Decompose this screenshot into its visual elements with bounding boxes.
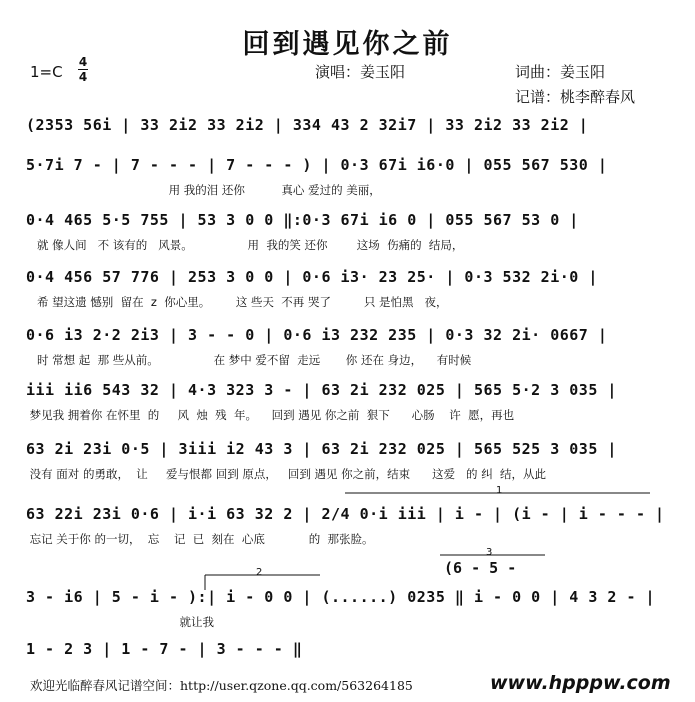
- singer-credit: 演唱：姜玉阳: [315, 63, 406, 81]
- score-lyrics: 就让我: [26, 615, 215, 629]
- volta-number-2: 2: [256, 567, 263, 578]
- score-notes: (2353 56i | 33 2i2 33 2i2 | 334 43 2 32i7 | 33 2i2 33 2i2 |: [26, 116, 589, 134]
- score-lyrics: 时 常想 起 那 些从前。 在 梦中 爱不留 走远 你 还在 身边， 有时候: [26, 353, 472, 367]
- score-lyrics: 用 我的泪 还你 真心 爱过的 美丽，: [26, 183, 381, 197]
- transcriber-credit: 记谱：桃李醉春风: [515, 88, 636, 106]
- score-notes: 0·4 456 57 776 | 253 3 0 0 | 0·6 i3· 23 25· | 0·3 532 2i·0 |: [26, 268, 598, 286]
- score-notes: iii ii6 543 32 | 4·3 323 3 - | 63 2i 232 025 | 565 5·2 3 035 |: [26, 381, 617, 399]
- volta-number-1: 1: [496, 485, 503, 496]
- volta-number-3: 3: [486, 547, 493, 558]
- bracket-notes: (6 - 5 -: [444, 559, 517, 577]
- score-lyrics: 希 望这遗 憾别 留在 z 你心里。 这 些天 不再 哭了 只 是怕黑 夜，: [26, 295, 448, 309]
- time-signature-top: 4: [78, 55, 88, 69]
- score-lyrics: 梦见我 拥着你 在怀里 的 风 烛 残 年。 回到 遇见 你之前 狠下 心肠 许 愿，再也: [26, 408, 515, 422]
- footer-text: 欢迎光临醉春风记谱空间：http://user.qzone.qq.com/563264185: [30, 678, 413, 693]
- composer-credit: 词曲：姜玉阳: [515, 63, 606, 81]
- score-notes: 0·6 i3 2·2 2i3 | 3 - - 0 | 0·6 i3 232 235 | 0·3 32 2i· 0667 |: [26, 326, 608, 344]
- score-notes: 1 - 2 3 | 1 - 7 - | 3 - - - ‖: [26, 640, 303, 658]
- time-signature-bottom: 4: [78, 70, 88, 84]
- score-lyrics: 忘记 关于你 的一切， 忘 记 已 刻在 心底 的 那张脸。: [26, 532, 374, 546]
- score-notes: 3 - i6 | 5 - i - ):| i - 0 0 | (......) 0235 ‖ i - 0 0 | 4 3 2 - |: [26, 588, 656, 606]
- key-signature: 1=C: [30, 63, 63, 81]
- score-notes: 0·4 465 5·5 755 | 53 3 0 0 ‖:0·3 67i i6 0 | 055 567 53 0 |: [26, 211, 579, 229]
- score-lyrics: 没有 面对 的勇敢， 让 爱与恨都 回到 原点， 回到 遇见 你之前，结束 这爱 的 纠 结，从此: [26, 467, 547, 481]
- score-notes: 63 2i 23i 0·5 | 3iii i2 43 3 | 63 2i 232 025 | 565 525 3 035 |: [26, 440, 617, 458]
- score-notes: 63 22i 23i 0·6 | i·i 63 32 2 | 2/4 0·i iii | i - | (i - | i - - - |: [26, 505, 665, 523]
- score-lyrics: 就 像人间 不 该有的 风景。 用 我的笑 还你 这场 伤痛的 结局，: [26, 238, 464, 252]
- score-notes: 5·7i 7 - | 7 - - - | 7 - - - ) | 0·3 67i i6·0 | 055 567 530 |: [26, 156, 608, 174]
- song-title: 回到遇见你之前: [242, 29, 453, 60]
- site-watermark: www.hpppw.com: [490, 672, 671, 694]
